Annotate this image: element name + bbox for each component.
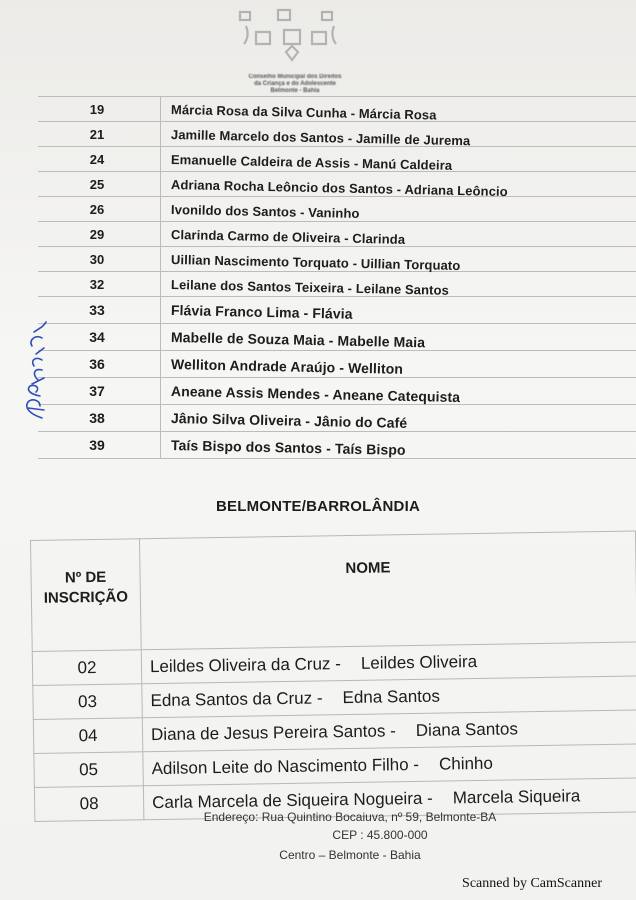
table-row — [38, 222, 636, 247]
separator: - — [303, 304, 309, 321]
candidate-cell — [161, 351, 636, 378]
header-number — [31, 539, 142, 652]
registration-number: 24 — [38, 147, 161, 172]
registration-number: 19 — [38, 97, 161, 122]
header-number-line2: INSCRIÇÃO — [43, 588, 129, 607]
candidate-entry — [171, 383, 460, 405]
council-line: Belmonte - Bahia — [270, 88, 320, 94]
section-title: BELMONTE/BARROLÂNDIA — [216, 498, 420, 515]
separator: - — [389, 720, 396, 740]
council-line: da Criança e do Adolescente — [254, 81, 336, 87]
registration-number: 21 — [38, 122, 161, 147]
registration-number: 26 — [38, 197, 161, 222]
candidate-nickname: Flávia — [312, 304, 353, 322]
table-row — [38, 172, 636, 197]
candidate-nickname: Vaninho — [308, 204, 360, 221]
registration-number: 08 — [34, 786, 144, 822]
candidate-nickname: Taís Bispo — [334, 440, 406, 458]
registration-number: 38 — [38, 405, 161, 432]
candidate-nickname: Welliton — [347, 359, 404, 377]
candidate-nickname: Leilane Santos — [355, 280, 450, 298]
candidate-nickname: Manú Caldeira — [361, 155, 453, 173]
candidate-cell — [161, 222, 636, 247]
candidate-entry — [171, 356, 403, 377]
footer-district: Centro – Belmonte - Bahia — [279, 848, 421, 862]
separator: - — [316, 687, 323, 708]
footer-address: Endereço: Rua Quintino Bocaiuva, nº 59, Belmonte-BA — [203, 810, 497, 824]
candidate-full-name: Leildes Oliveira da Cruz — [149, 653, 331, 676]
candidate-cell — [161, 122, 636, 147]
registration-number: 25 — [38, 172, 161, 197]
candidate-cell — [161, 97, 636, 122]
separator: - — [353, 155, 359, 171]
candidate-entry — [171, 329, 425, 350]
candidate-full-name: Diana de Jesus Pereira Santos — [150, 720, 386, 744]
candidate-entry — [171, 102, 437, 123]
separator: - — [305, 412, 311, 429]
registration-number: 39 — [38, 432, 161, 459]
table-row — [38, 272, 636, 297]
candidate-full-name: Jamille Marcelo dos Santos — [170, 126, 345, 146]
candidate-entry — [171, 202, 360, 221]
candidate-cell — [161, 247, 636, 272]
table-row — [38, 247, 636, 272]
candidate-full-name: Leilane dos Santos Teixeira — [170, 276, 345, 296]
footer-cep: CEP : 45.800-000 — [332, 828, 428, 842]
candidate-cell — [161, 272, 636, 297]
registration-number: 32 — [38, 272, 161, 297]
registration-number: 03 — [33, 684, 143, 720]
council-line: Conselho Municipal dos Direitos — [248, 74, 342, 80]
separator: - — [335, 653, 341, 673]
candidate-entry — [171, 227, 405, 247]
candidates-table — [38, 96, 636, 459]
registration-number: 30 — [38, 247, 161, 272]
candidate-cell — [161, 378, 636, 405]
table-row — [38, 297, 636, 324]
table-row — [38, 351, 636, 378]
candidate-entry — [171, 177, 508, 199]
registration-number: 36 — [38, 351, 161, 378]
candidate-full-name: Jânio Silva Oliveira — [170, 410, 302, 429]
separator: - — [413, 754, 420, 774]
candidate-full-name: Carla Marcela de Siqueira Nogueira — [151, 788, 423, 812]
council-name — [200, 74, 390, 95]
candidate-nickname: Chinho — [438, 753, 494, 774]
table-row — [38, 405, 636, 432]
separator: - — [344, 230, 349, 246]
separator: - — [339, 359, 345, 376]
candidate-nickname: Mabelle Maia — [337, 332, 426, 351]
candidate-full-name: Flávia Franco Lima — [170, 302, 300, 321]
candidate-nickname: Leildes Oliveira — [360, 651, 478, 673]
registration-number: 34 — [38, 324, 161, 351]
candidate-full-name: Aneane Assis Mendes — [170, 383, 321, 403]
table-row — [38, 197, 636, 222]
candidate-nickname: Jânio do Café — [313, 413, 408, 431]
separator: - — [352, 255, 358, 271]
registration-number: 04 — [33, 718, 143, 754]
separator: - — [347, 130, 353, 146]
candidate-cell — [161, 297, 636, 324]
header-number-line1: Nº DE — [64, 568, 107, 587]
candidate-cell — [161, 405, 636, 432]
table-row — [38, 147, 636, 172]
separator: - — [396, 181, 402, 197]
candidate-full-name: Márcia Rosa da Silva Cunha — [170, 101, 348, 121]
separator: - — [328, 332, 334, 349]
candidate-full-name: Welliton Andrade Araújo — [170, 356, 336, 376]
candidate-full-name: Edna Santos da Cruz — [150, 688, 313, 710]
registration-number: 05 — [34, 752, 144, 788]
registration-number: 29 — [38, 222, 161, 247]
table-row — [38, 432, 636, 459]
candidate-nickname: Marcela Siqueira — [452, 785, 581, 807]
candidate-entry — [171, 277, 449, 298]
registration-table — [30, 530, 636, 821]
candidate-nickname: Márcia Rosa — [358, 105, 437, 123]
candidate-entry — [171, 127, 471, 148]
candidate-entry — [171, 152, 453, 173]
candidate-full-name: Adilson Leite do Nascimento Filho — [151, 754, 409, 778]
candidate-nickname: Diana Santos — [415, 718, 519, 740]
candidate-full-name: Clarinda Carmo de Oliveira — [170, 226, 341, 246]
candidate-full-name: Uillian Nascimento Torquato — [170, 251, 350, 271]
separator: - — [350, 105, 356, 121]
candidate-nickname: Clarinda — [352, 230, 406, 247]
registration-number: 37 — [38, 378, 161, 405]
candidate-nickname: Adriana Leôncio — [404, 181, 508, 199]
candidate-nickname: Uillian Torquato — [360, 255, 461, 273]
candidate-nickname: Jamille de Jurema — [355, 130, 471, 148]
table-row — [38, 324, 636, 351]
candidate-cell — [161, 324, 636, 351]
candidate-full-name: Taís Bispo dos Santos — [170, 437, 323, 457]
municipal-seal-icon — [226, 6, 356, 70]
candidate-nickname: Edna Santos — [342, 686, 441, 707]
separator: - — [324, 386, 330, 403]
candidate-entry — [171, 410, 408, 431]
registration-number: 33 — [38, 297, 161, 324]
separator: - — [347, 280, 353, 296]
candidate-nickname: Aneane Catequista — [332, 386, 461, 406]
candidate-full-name: Ivonildo dos Santos — [170, 201, 297, 220]
candidate-cell — [161, 172, 636, 197]
separator: - — [426, 788, 433, 808]
candidate-cell — [161, 432, 636, 459]
handwritten-signature — [10, 318, 56, 422]
table-row — [38, 97, 636, 122]
candidate-cell — [161, 197, 636, 222]
candidate-entry — [171, 302, 353, 322]
table-row — [38, 122, 636, 147]
candidate-cell — [161, 147, 636, 172]
table-row — [38, 378, 636, 405]
registration-number: 02 — [32, 650, 142, 686]
scanner-watermark: Scanned by CamScanner — [462, 876, 602, 891]
candidate-entry — [171, 437, 406, 458]
candidate-entry — [171, 252, 461, 273]
header-name: NOME — [139, 531, 636, 650]
candidate-full-name: Emanuelle Caldeira de Assis — [170, 151, 351, 171]
candidate-full-name: Adriana Rocha Leôncio dos Santos — [170, 176, 394, 197]
separator: - — [299, 204, 305, 220]
separator: - — [326, 440, 332, 457]
candidate-full-name: Mabelle de Souza Maia — [170, 329, 325, 349]
table-header-row — [31, 531, 636, 651]
